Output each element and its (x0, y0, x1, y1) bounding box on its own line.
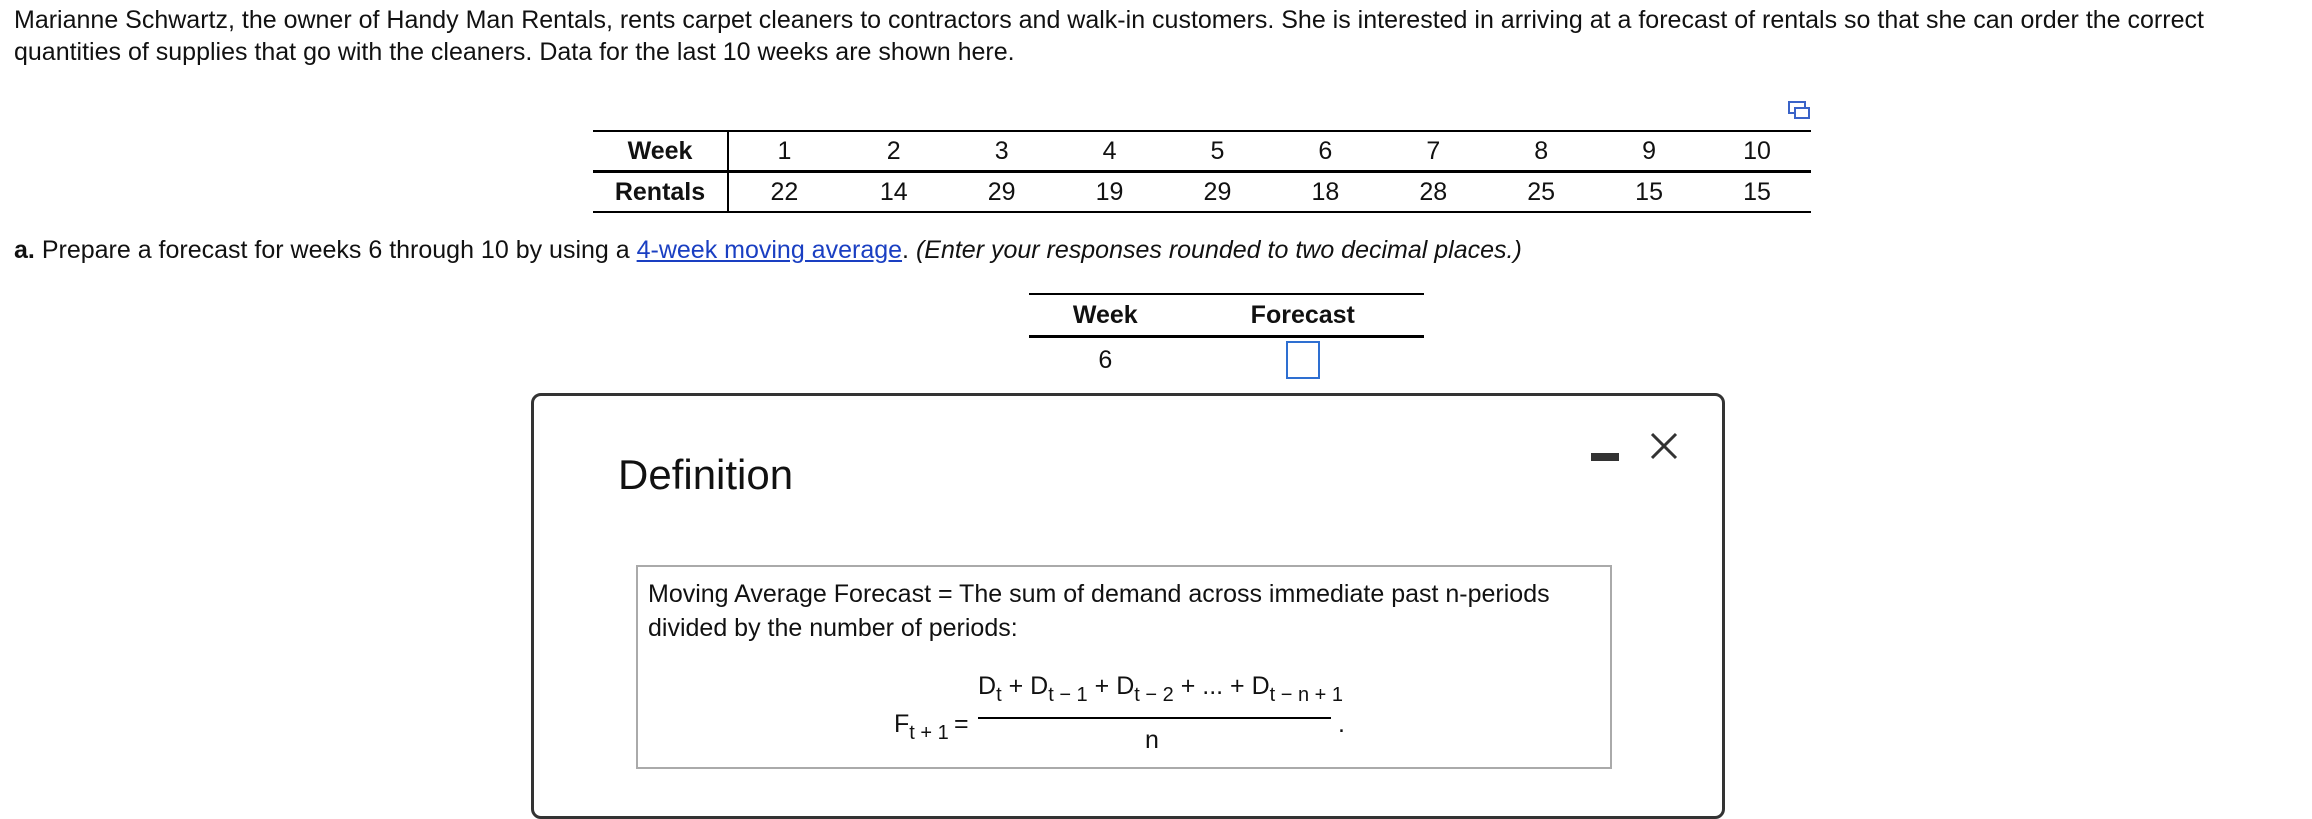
formula-lhs (894, 710, 949, 745)
minimize-icon (1591, 453, 1619, 461)
definition-popup (531, 393, 1725, 819)
term-var: D (1116, 672, 1135, 700)
term-var: D (978, 672, 997, 700)
answer-forecast-cell (1182, 337, 1424, 383)
forecast-input[interactable] (1286, 341, 1320, 379)
term-op: + ... + (1180, 672, 1245, 700)
lhs-subscript: t + 1 (909, 722, 949, 744)
minimize-button[interactable] (1589, 441, 1621, 471)
term-op: + (1094, 672, 1110, 700)
week-cell: 2 (886, 136, 901, 165)
rentals-cell: 22 (770, 177, 799, 206)
term-sub: t − 1 (1048, 684, 1088, 706)
fraction-bar (978, 717, 1331, 719)
forecast-answer-table (1029, 293, 1424, 382)
formula-denominator: n (1145, 726, 1159, 754)
header-forecast: Forecast (1250, 300, 1355, 329)
moving-average-link[interactable]: 4-week moving average (636, 236, 903, 264)
row-header-week: Week (593, 131, 728, 172)
term-op: + (1008, 672, 1024, 700)
week-cell: 4 (1102, 136, 1117, 165)
row-header-rentals: Rentals (593, 172, 728, 213)
rentals-cell: 29 (987, 177, 1016, 206)
rentals-cell: 18 (1311, 177, 1340, 206)
problem-intro: Marianne Schwartz, the owner of Handy Man Rentals, rents carpet cleaners to contractors and walk-in customers. She is interested in arriving at a forecast of rentals so that she can order the correct quantities of supplies that go with the cleaners. Data for the last 10 weeks are shown here. (14, 6, 2204, 66)
formula-equals: = (954, 710, 969, 738)
question-text: Prepare a forecast for weeks 6 through 10 by using a (41, 236, 630, 264)
week-cell: 8 (1534, 136, 1549, 165)
definition-box (636, 565, 1612, 769)
week-cell: 7 (1426, 136, 1441, 165)
lhs-var: F (894, 710, 910, 738)
rentals-cell: 25 (1527, 177, 1556, 206)
term-var: D (1030, 672, 1049, 700)
rentals-cell: 29 (1203, 177, 1232, 206)
formula-numerator (978, 672, 1343, 707)
rentals-data-table (593, 130, 1811, 213)
question-label: a. (14, 236, 35, 264)
formula-end-punct: . (1338, 710, 1345, 738)
question-a (14, 236, 1522, 265)
week-cell: 9 (1642, 136, 1657, 165)
question-punct: . (902, 236, 909, 264)
term-var: D (1251, 672, 1270, 700)
week-cell: 10 (1743, 136, 1771, 165)
term-sub: t (996, 684, 1002, 706)
week-cell: 6 (1318, 136, 1333, 165)
copy-icon[interactable] (1787, 100, 1811, 120)
term-sub: t − 2 (1134, 684, 1174, 706)
rentals-cell: 15 (1743, 177, 1771, 206)
answer-row (1029, 337, 1424, 383)
week-cell: 3 (994, 136, 1009, 165)
definition-text: Moving Average Forecast = The sum of demand across immediate past n-periods divided by the number of periods: (648, 580, 1550, 642)
week-cell: 5 (1210, 136, 1225, 165)
question-instruction: (Enter your responses rounded to two decimal places.) (915, 236, 1522, 264)
rentals-row (593, 172, 1811, 213)
rentals-cell: 15 (1635, 177, 1663, 206)
term-sub: t − n + 1 (1269, 684, 1344, 706)
close-icon[interactable] (1644, 426, 1684, 466)
popup-title: Definition (618, 451, 794, 498)
moving-average-formula (638, 672, 1610, 767)
header-week: Week (1072, 300, 1138, 329)
week-row (593, 131, 1811, 172)
rentals-cell: 28 (1419, 177, 1448, 206)
answer-header-row (1029, 294, 1424, 337)
rentals-cell: 14 (879, 177, 908, 206)
answer-week: 6 (1098, 345, 1113, 374)
rentals-cell: 19 (1095, 177, 1124, 206)
week-cell: 1 (777, 136, 792, 165)
